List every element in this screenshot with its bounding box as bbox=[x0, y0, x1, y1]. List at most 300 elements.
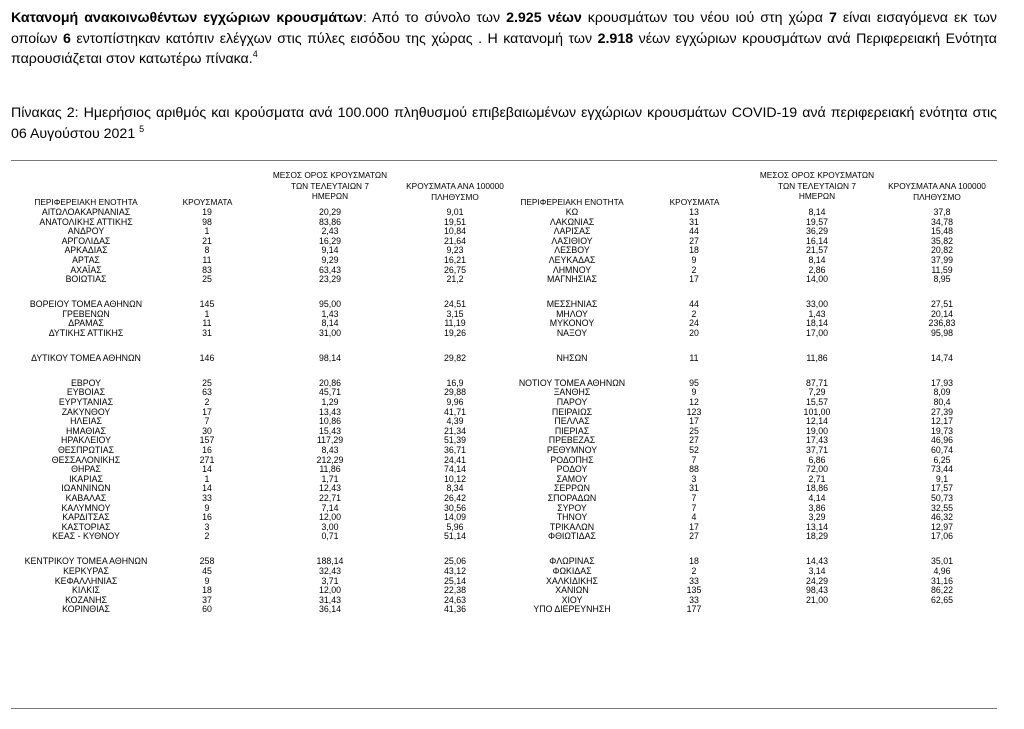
region-cell-left: ΚΕΦΑΛΛΗΝΙΑΣ bbox=[54, 575, 118, 586]
avg7-cell-right: 37,71 bbox=[805, 445, 828, 456]
header-avg7-line1: ΜΕΣΟΣ ΟΡΟΣ ΚΡΟΥΣΜΑΤΩΝ bbox=[272, 170, 388, 180]
cases-cell-left: 3 bbox=[204, 521, 210, 532]
table-spacer-row bbox=[11, 285, 997, 300]
avg7-cell-right: 24,29 bbox=[805, 575, 828, 586]
cases-cell-left: 21 bbox=[202, 235, 212, 246]
cases-cell-right: 88 bbox=[689, 464, 699, 475]
region-cell-right: ΛΑΡΙΣΑΣ bbox=[553, 226, 591, 237]
table-spacer-row bbox=[11, 542, 997, 557]
cases-cell-right: 17 bbox=[689, 416, 699, 427]
avg7-cell-right: 21,57 bbox=[805, 245, 828, 256]
table-row bbox=[11, 408, 997, 418]
avg7-cell-right: 33,00 bbox=[805, 299, 828, 310]
region-cell-left: ΖΑΚΥΝΘΟΥ bbox=[61, 406, 111, 417]
avg7-cell-right: 16,14 bbox=[805, 235, 828, 246]
per100k-cell-right: 27,39 bbox=[930, 406, 953, 417]
imported-cases: 7 bbox=[828, 10, 837, 26]
region-cell-left: ΑΡΚΑΔΙΑΣ bbox=[64, 245, 108, 256]
per100k-cell-right: 17,93 bbox=[930, 377, 953, 388]
cases-cell-left: 2 bbox=[204, 397, 210, 408]
region-cell-left: ΔΥΤΙΚΟΥ ΤΟΜΕΑ ΑΘΗΝΩΝ bbox=[31, 352, 141, 363]
cases-cell-left: 31 bbox=[202, 327, 212, 338]
region-cell-left: ΑΝΔΡΟΥ bbox=[67, 226, 105, 237]
avg7-cell-left: 1,71 bbox=[321, 473, 339, 484]
region-cell-left: ΚΟΡΙΝΘΙΑΣ bbox=[62, 604, 110, 615]
avg7-cell-left: 1,29 bbox=[321, 397, 339, 408]
per100k-cell-right: 31,16 bbox=[930, 575, 953, 586]
avg7-cell-right: 3,29 bbox=[808, 512, 826, 523]
table-row bbox=[11, 266, 997, 276]
intro-text-5: νέων εγχώριων κρουσμάτων ανά Περιφερειακή Ενότητα παρουσιάζεται στον κατωτέρω πίνακα. bbox=[11, 30, 997, 67]
cases-cell-left: 9 bbox=[204, 575, 210, 586]
per100k-cell-left: 16,9 bbox=[446, 377, 464, 388]
cases-cell-right: 33 bbox=[689, 594, 699, 605]
cases-cell-left: 33 bbox=[202, 493, 212, 504]
cases-table bbox=[11, 208, 997, 615]
per100k-cell-right: 4,96 bbox=[933, 565, 951, 576]
region-cell-right: ΧΑΛΚΙΔΙΚΗΣ bbox=[546, 575, 598, 586]
per100k-cell-left: 21,64 bbox=[443, 235, 466, 246]
cases-cell-right: 9 bbox=[691, 387, 697, 398]
per100k-cell-left: 25,14 bbox=[443, 575, 466, 586]
cases-cell-right: 177 bbox=[686, 604, 702, 615]
region-cell-right: ΦΩΚΙΔΑΣ bbox=[552, 565, 592, 576]
avg7-cell-right: 1,43 bbox=[808, 308, 826, 319]
header-avg7-line1: ΜΕΣΟΣ ΟΡΟΣ ΚΡΟΥΣΜΑΤΩΝ bbox=[759, 170, 875, 180]
avg7-cell-left: 7,14 bbox=[321, 502, 339, 513]
region-cell-right: ΠΑΡΟΥ bbox=[556, 397, 588, 408]
per100k-cell-right: 6,25 bbox=[933, 454, 951, 465]
per100k-cell-left: 5,96 bbox=[446, 521, 464, 532]
table-row bbox=[11, 246, 997, 256]
avg7-cell-right: 18,86 bbox=[805, 483, 828, 494]
region-cell-left: ΚΑΛΥΜΝΟΥ bbox=[61, 502, 111, 513]
region-cell-right: ΜΕΣΣΗΝΙΑΣ bbox=[546, 299, 598, 310]
table-spacer-row bbox=[11, 364, 997, 379]
table-row bbox=[11, 354, 997, 364]
per100k-cell-left: 8,34 bbox=[446, 483, 464, 494]
region-cell-right: ΛΗΜΝΟΥ bbox=[552, 264, 592, 275]
cases-cell-left: 16 bbox=[202, 512, 212, 523]
per100k-cell-right: 34,78 bbox=[930, 216, 953, 227]
header-per100k-line1: ΚΡΟΥΣΜΑΤΑ ΑΝΑ 100000 bbox=[406, 181, 504, 191]
region-cell-right: ΤΗΝΟΥ bbox=[556, 512, 588, 523]
per100k-cell-left: 19,51 bbox=[443, 216, 466, 227]
table-row bbox=[11, 237, 997, 247]
table-row bbox=[11, 427, 997, 437]
region-cell-right: ΜΗΛΟΥ bbox=[556, 308, 588, 319]
avg7-cell-right: 19,57 bbox=[805, 216, 828, 227]
avg7-cell-right: 2,71 bbox=[808, 473, 826, 484]
region-cell-right: ΚΩ bbox=[565, 207, 579, 217]
cases-cell-left: 11 bbox=[202, 254, 212, 265]
avg7-cell-right: 17,00 bbox=[805, 327, 828, 338]
per100k-cell-left: 74,14 bbox=[443, 464, 466, 475]
region-cell-left: ΒΟΙΩΤΙΑΣ bbox=[65, 274, 107, 285]
region-cell-left: ΚΕΝΤΡΙΚΟΥ ΤΟΜΕΑ ΑΘΗΝΩΝ bbox=[24, 556, 148, 567]
avg7-cell-left: 31,43 bbox=[318, 594, 341, 605]
region-cell-right: ΠΙΕΡΙΑΣ bbox=[554, 425, 590, 436]
cases-cell-left: 1 bbox=[204, 473, 210, 484]
cases-cell-left: 11 bbox=[202, 318, 212, 329]
table-row bbox=[11, 523, 997, 533]
avg7-cell-right: 6,86 bbox=[808, 454, 826, 465]
cases-cell-right: 52 bbox=[689, 445, 699, 456]
cases-cell-right: 3 bbox=[691, 473, 697, 484]
per100k-cell-left: 21,34 bbox=[443, 425, 466, 436]
region-cell-right: ΣΑΜΟΥ bbox=[556, 473, 588, 484]
border-cases: 6 bbox=[62, 30, 71, 47]
avg7-cell-left: 8,14 bbox=[321, 318, 339, 329]
per100k-cell-left: 43,12 bbox=[443, 565, 466, 576]
caption-footnote-ref: 5 bbox=[139, 123, 145, 134]
cases-cell-left: 2 bbox=[204, 531, 210, 542]
table-row bbox=[11, 379, 997, 389]
table-row bbox=[11, 446, 997, 456]
cases-cell-left: 37 bbox=[202, 594, 212, 605]
region-cell-right: ΦΘΙΩΤΙΔΑΣ bbox=[548, 531, 596, 542]
region-cell-right: ΛΑΣΙΘΙΟΥ bbox=[551, 235, 593, 246]
table-bottom-rule bbox=[11, 708, 997, 709]
per100k-cell-right: 37,99 bbox=[930, 254, 953, 265]
table-spacer-row bbox=[11, 339, 997, 354]
region-cell-left: ΑΧΑΪΑΣ bbox=[70, 264, 102, 275]
cases-cell-right: 27 bbox=[689, 435, 699, 446]
region-cell-right: ΛΕΣΒΟΥ bbox=[554, 245, 590, 256]
cases-cell-left: 83 bbox=[202, 264, 212, 275]
avg7-cell-right: 17,43 bbox=[805, 435, 828, 446]
cases-cell-right: 25 bbox=[689, 425, 699, 436]
per100k-cell-left: 3,15 bbox=[446, 308, 464, 319]
per100k-cell-right: 35,82 bbox=[930, 235, 953, 246]
region-cell-right: ΜΥΚΟΝΟΥ bbox=[549, 318, 595, 329]
per100k-cell-left: 51,14 bbox=[443, 531, 466, 542]
avg7-cell-right: 19,00 bbox=[805, 425, 828, 436]
header-per100k-line2: ΠΛΗΘΥΣΜΟ bbox=[431, 191, 479, 202]
region-cell-left: ΑΙΤΩΛΟΑΚΑΡΝΑΝΙΑΣ bbox=[41, 207, 131, 217]
intro-label: Κατανομή ανακοινωθέντων εγχώριων κρουσμάτων bbox=[11, 10, 363, 26]
cases-cell-left: 98 bbox=[202, 216, 212, 227]
avg7-cell-right: 13,14 bbox=[805, 521, 828, 532]
intro-text-3: είναι εισαγόμενα εκ των οποίων bbox=[11, 10, 997, 47]
per100k-cell-right: 8,95 bbox=[933, 274, 951, 285]
intro-text-1: : Από το σύνολο των bbox=[362, 10, 507, 26]
per100k-cell-left: 9,96 bbox=[446, 397, 464, 408]
table-row bbox=[11, 605, 997, 615]
per100k-cell-right: 46,96 bbox=[930, 435, 953, 446]
region-cell-left: ΑΡΓΟΛΙΔΑΣ bbox=[61, 235, 111, 246]
avg7-cell-right: 21,00 bbox=[805, 594, 828, 605]
cases-cell-left: 157 bbox=[199, 435, 215, 446]
per100k-cell-left: 24,63 bbox=[443, 594, 466, 605]
header-avg7-line2: ΤΩΝ ΤΕΛΕΥΤΑΙΩΝ 7 bbox=[291, 180, 369, 191]
avg7-cell-left: 11,86 bbox=[319, 464, 341, 475]
per100k-cell-left: 9,01 bbox=[446, 207, 464, 217]
table-row bbox=[11, 494, 997, 504]
per100k-cell-right: 60,74 bbox=[930, 445, 953, 456]
per100k-cell-right: 37,8 bbox=[933, 207, 951, 217]
region-cell-right: ΡΕΘΥΜΝΟΥ bbox=[546, 445, 598, 456]
footnote-ref: 4 bbox=[252, 49, 258, 59]
per100k-cell-right: 17,06 bbox=[930, 531, 953, 542]
region-cell-left: ΘΗΡΑΣ bbox=[71, 464, 101, 475]
per100k-cell-right: 8,09 bbox=[933, 387, 951, 398]
per100k-cell-left: 41,71 bbox=[443, 406, 466, 417]
per100k-cell-right: 20,82 bbox=[930, 245, 953, 256]
cases-cell-left: 19 bbox=[202, 207, 212, 217]
region-cell-right: ΧΑΝΙΩΝ bbox=[555, 585, 589, 596]
table-row bbox=[11, 484, 997, 494]
region-cell-left: ΚΟΖΑΝΗΣ bbox=[65, 594, 107, 605]
avg7-cell-right: 12,14 bbox=[805, 416, 828, 427]
per100k-cell-left: 24,41 bbox=[443, 454, 466, 465]
avg7-cell-left: 15,43 bbox=[318, 425, 341, 436]
cases-cell-right: 2 bbox=[691, 308, 697, 319]
region-cell-right: ΞΑΝΘΗΣ bbox=[553, 387, 591, 398]
region-cell-left: ΙΩΑΝΝΙΝΩΝ bbox=[61, 483, 111, 494]
table-row bbox=[11, 208, 997, 218]
header-avg7-right bbox=[742, 170, 892, 202]
cases-cell-left: 30 bbox=[202, 425, 212, 436]
cases-cell-right: 123 bbox=[686, 406, 702, 417]
table-row bbox=[11, 465, 997, 475]
region-cell-left: ΔΡΑΜΑΣ bbox=[68, 318, 104, 329]
header-per100k-line2: ΠΛΗΘΥΣΜΟ bbox=[913, 191, 961, 202]
per100k-cell-right: 62,65 bbox=[930, 594, 953, 605]
avg7-cell-right: 18,29 bbox=[805, 531, 828, 542]
cases-cell-left: 1 bbox=[204, 308, 210, 319]
avg7-cell-left: 98,14 bbox=[318, 352, 341, 363]
table-row bbox=[11, 436, 997, 446]
avg7-cell-right: 14,00 bbox=[805, 274, 828, 285]
table-row bbox=[11, 310, 997, 320]
cases-cell-left: 16 bbox=[202, 445, 212, 456]
cases-cell-left: 14 bbox=[202, 483, 212, 494]
header-avg7-line2: ΤΩΝ ΤΕΛΕΥΤΑΙΩΝ 7 bbox=[778, 180, 856, 191]
table-top-rule bbox=[11, 160, 997, 161]
per100k-cell-right: 95,98 bbox=[930, 327, 953, 338]
region-cell-left: ΚΙΛΚΙΣ bbox=[72, 585, 100, 596]
per100k-cell-left: 25,06 bbox=[443, 556, 466, 567]
region-cell-left: ΘΕΣΣΑΛΟΝΙΚΗΣ bbox=[51, 454, 121, 465]
per100k-cell-left: 14,09 bbox=[443, 512, 466, 523]
cases-cell-left: 7 bbox=[204, 416, 210, 427]
avg7-cell-left: 22,71 bbox=[318, 493, 341, 504]
cases-cell-left: 258 bbox=[199, 556, 215, 567]
table-row bbox=[11, 586, 997, 596]
table-row bbox=[11, 532, 997, 542]
region-cell-left: ΚΑΒΑΛΑΣ bbox=[65, 493, 107, 504]
table-row bbox=[11, 300, 997, 310]
avg7-cell-left: 9,29 bbox=[321, 254, 339, 265]
region-cell-right: ΠΕΙΡΑΙΩΣ bbox=[551, 406, 593, 417]
table-row bbox=[11, 388, 997, 398]
region-cell-right: ΛΕΥΚΑΔΑΣ bbox=[548, 254, 596, 265]
avg7-cell-left: 0,71 bbox=[321, 531, 339, 542]
table-row bbox=[11, 398, 997, 408]
table-row bbox=[11, 319, 997, 329]
avg7-cell-right: 11,86 bbox=[806, 352, 828, 363]
avg7-cell-left: 2,43 bbox=[321, 226, 339, 237]
region-cell-left: ΚΑΡΔΙΤΣΑΣ bbox=[62, 512, 110, 523]
cases-cell-left: 25 bbox=[202, 377, 212, 388]
cases-cell-right: 95 bbox=[689, 377, 699, 388]
region-cell-left: ΔΥΤΙΚΗΣ ΑΤΤΙΚΗΣ bbox=[48, 327, 124, 338]
cases-cell-right: 7 bbox=[691, 502, 697, 513]
cases-cell-right: 31 bbox=[689, 483, 699, 494]
cases-cell-left: 63 bbox=[202, 387, 212, 398]
region-cell-left: ΓΡΕΒΕΝΩΝ bbox=[62, 308, 110, 319]
per100k-cell-right: 86,22 bbox=[930, 585, 953, 596]
avg7-cell-right: 3,14 bbox=[808, 565, 826, 576]
intro-text-2: κρουσμάτων του νέου ιού στη χώρα bbox=[581, 10, 829, 26]
cases-cell-right: 135 bbox=[686, 585, 702, 596]
cases-cell-right: 31 bbox=[689, 216, 699, 227]
per100k-cell-left: 36,71 bbox=[443, 445, 466, 456]
per100k-cell-left: 22,38 bbox=[443, 585, 466, 596]
table-row bbox=[11, 567, 997, 577]
region-cell-right: ΥΠΟ ΔΙΕΡΕΥΝΗΣΗ bbox=[533, 604, 611, 615]
avg7-cell-right: 7,29 bbox=[808, 387, 826, 398]
per100k-cell-left: 29,88 bbox=[443, 387, 466, 398]
total-cases: 2.925 νέων bbox=[506, 10, 582, 26]
per100k-cell-right: 12,17 bbox=[930, 416, 953, 427]
region-cell-left: ΘΕΣΠΡΩΤΙΑΣ bbox=[57, 445, 115, 456]
header-per100k-line1: ΚΡΟΥΣΜΑΤΑ ΑΝΑ 100000 bbox=[888, 181, 986, 191]
cases-cell-left: 146 bbox=[199, 352, 215, 363]
table-row bbox=[11, 275, 997, 285]
region-cell-left: ΙΚΑΡΙΑΣ bbox=[69, 473, 103, 484]
region-cell-right: ΣΕΡΡΩΝ bbox=[554, 483, 590, 494]
cases-cell-right: 18 bbox=[689, 556, 699, 567]
per100k-cell-left: 30,56 bbox=[443, 502, 466, 513]
domestic-cases: 2.918 bbox=[597, 30, 634, 47]
table-row bbox=[11, 504, 997, 514]
region-cell-right: ΜΑΓΝΗΣΙΑΣ bbox=[547, 274, 597, 285]
cases-cell-right: 20 bbox=[689, 327, 699, 338]
region-cell-left: ΚΑΣΤΟΡΙΑΣ bbox=[61, 521, 111, 532]
avg7-cell-left: 188,14 bbox=[316, 556, 344, 567]
avg7-cell-right: 15,57 bbox=[805, 397, 828, 408]
per100k-cell-right: 73,44 bbox=[930, 464, 953, 475]
table-row bbox=[11, 227, 997, 237]
per100k-cell-left: 26,42 bbox=[443, 493, 466, 504]
region-cell-left: ΗΛΕΙΑΣ bbox=[70, 416, 102, 427]
per100k-cell-left: 24,51 bbox=[443, 299, 466, 310]
per100k-cell-left: 51,39 bbox=[443, 435, 466, 446]
per100k-cell-left: 4,39 bbox=[446, 416, 464, 427]
avg7-cell-left: 117,29 bbox=[316, 435, 344, 446]
per100k-cell-right: 35,01 bbox=[930, 556, 953, 567]
per100k-cell-right: 80,4 bbox=[933, 397, 951, 408]
region-cell-left: ΕΥΡΥΤΑΝΙΑΣ bbox=[58, 397, 114, 408]
avg7-cell-left: 20,29 bbox=[318, 207, 341, 217]
avg7-cell-left: 23,29 bbox=[318, 274, 341, 285]
per100k-cell-right: 19,73 bbox=[930, 425, 953, 436]
avg7-cell-right: 98,43 bbox=[805, 585, 828, 596]
cases-cell-right: 17 bbox=[689, 274, 699, 285]
per100k-cell-right: 50,73 bbox=[930, 493, 953, 504]
avg7-cell-left: 20,86 bbox=[318, 377, 341, 388]
avg7-cell-right: 2,86 bbox=[808, 264, 826, 275]
region-cell-right: ΝΑΞΟΥ bbox=[556, 327, 588, 338]
cases-cell-right: 11 bbox=[689, 352, 699, 363]
per100k-cell-right: 46,32 bbox=[930, 512, 953, 523]
region-cell-right: ΝΗΣΩΝ bbox=[556, 352, 588, 363]
header-cases-left: ΚΡΟΥΣΜΑΤΑ bbox=[182, 197, 233, 207]
region-cell-right: ΠΕΛΛΑΣ bbox=[554, 416, 590, 427]
avg7-cell-left: 95,00 bbox=[318, 299, 341, 310]
region-cell-left: ΗΜΑΘΙΑΣ bbox=[66, 425, 106, 436]
avg7-cell-left: 9,14 bbox=[321, 245, 339, 256]
avg7-cell-right: 18,14 bbox=[805, 318, 828, 329]
per100k-cell-right: 14,74 bbox=[930, 352, 953, 363]
region-cell-right: ΡΟΔΟΠΗΣ bbox=[550, 454, 594, 465]
per100k-cell-left: 10,12 bbox=[443, 473, 466, 484]
per100k-cell-right: 9,1 bbox=[935, 473, 949, 484]
table-row bbox=[11, 577, 997, 587]
avg7-cell-left: 3,00 bbox=[321, 521, 339, 532]
table-row bbox=[11, 417, 997, 427]
per100k-cell-left: 29,82 bbox=[443, 352, 466, 363]
avg7-cell-left: 63,43 bbox=[318, 264, 341, 275]
cases-cell-right: 7 bbox=[691, 493, 697, 504]
table-caption bbox=[11, 103, 997, 144]
avg7-cell-right: 72,00 bbox=[805, 464, 828, 475]
region-cell-right: ΧΙΟΥ bbox=[561, 594, 583, 605]
avg7-cell-right: 3,86 bbox=[808, 502, 826, 513]
region-cell-left: ΚΕΑΣ - ΚΥΘΝΟΥ bbox=[52, 531, 120, 542]
header-per100k-right bbox=[874, 181, 1000, 202]
avg7-cell-right: 4,14 bbox=[808, 493, 826, 504]
caption-text: Πίνακας 2: Ημερήσιος αριθμός και κρούσματα ανά 100.000 πληθυσμού επιβεβαιωμένων εγχώριων κρουσμάτων COVID-19 ανά περιφερειακή ενότητα στις 06 Αυγούστου 2021 bbox=[11, 105, 997, 142]
cases-cell-left: 45 bbox=[202, 565, 212, 576]
cases-cell-left: 25 bbox=[202, 274, 212, 285]
header-region-left: ΠΕΡΙΦΕΡΕΙΑΚΗ ΕΝΟΤΗΤΑ bbox=[34, 197, 138, 207]
cases-cell-right: 27 bbox=[689, 235, 699, 246]
avg7-cell-left: 8,43 bbox=[321, 445, 339, 456]
cases-cell-right: 9 bbox=[691, 254, 697, 265]
region-cell-right: ΝΟΤΙΟΥ ΤΟΜΕΑ ΑΘΗΝΩΝ bbox=[518, 377, 626, 388]
avg7-cell-left: 45,71 bbox=[318, 387, 341, 398]
avg7-cell-left: 36,14 bbox=[318, 604, 341, 615]
table-row bbox=[11, 557, 997, 567]
cases-cell-left: 17 bbox=[202, 406, 212, 417]
avg7-cell-right: 8,14 bbox=[808, 254, 826, 265]
region-cell-right: ΛΑΚΩΝΙΑΣ bbox=[549, 216, 595, 227]
cases-cell-left: 145 bbox=[199, 299, 215, 310]
table-row bbox=[11, 475, 997, 485]
per100k-cell-left: 16,21 bbox=[443, 254, 466, 265]
cases-cell-right: 17 bbox=[689, 521, 699, 532]
region-cell-left: ΚΕΡΚΥΡΑΣ bbox=[63, 565, 109, 576]
cases-cell-left: 9 bbox=[204, 502, 210, 513]
avg7-cell-left: 83,86 bbox=[318, 216, 341, 227]
cases-cell-left: 271 bbox=[199, 454, 215, 465]
region-cell-right: ΦΛΩΡΙΝΑΣ bbox=[549, 556, 595, 567]
avg7-cell-left: 12,00 bbox=[318, 585, 341, 596]
per100k-cell-right: 15,48 bbox=[930, 226, 953, 237]
region-cell-left: ΒΟΡΕΙΟΥ ΤΟΜΕΑ ΑΘΗΝΩΝ bbox=[29, 299, 143, 310]
per100k-cell-right: 32,55 bbox=[930, 502, 953, 513]
per100k-cell-right: 17,57 bbox=[930, 483, 953, 494]
per100k-cell-left: 19,26 bbox=[443, 327, 466, 338]
header-avg7-line3: ΗΜΕΡΩΝ bbox=[311, 191, 349, 201]
cases-cell-left: 1 bbox=[204, 226, 210, 237]
per100k-cell-left: 41,36 bbox=[443, 604, 466, 615]
per100k-cell-left: 9,23 bbox=[446, 245, 464, 256]
avg7-cell-left: 12,00 bbox=[318, 512, 341, 523]
